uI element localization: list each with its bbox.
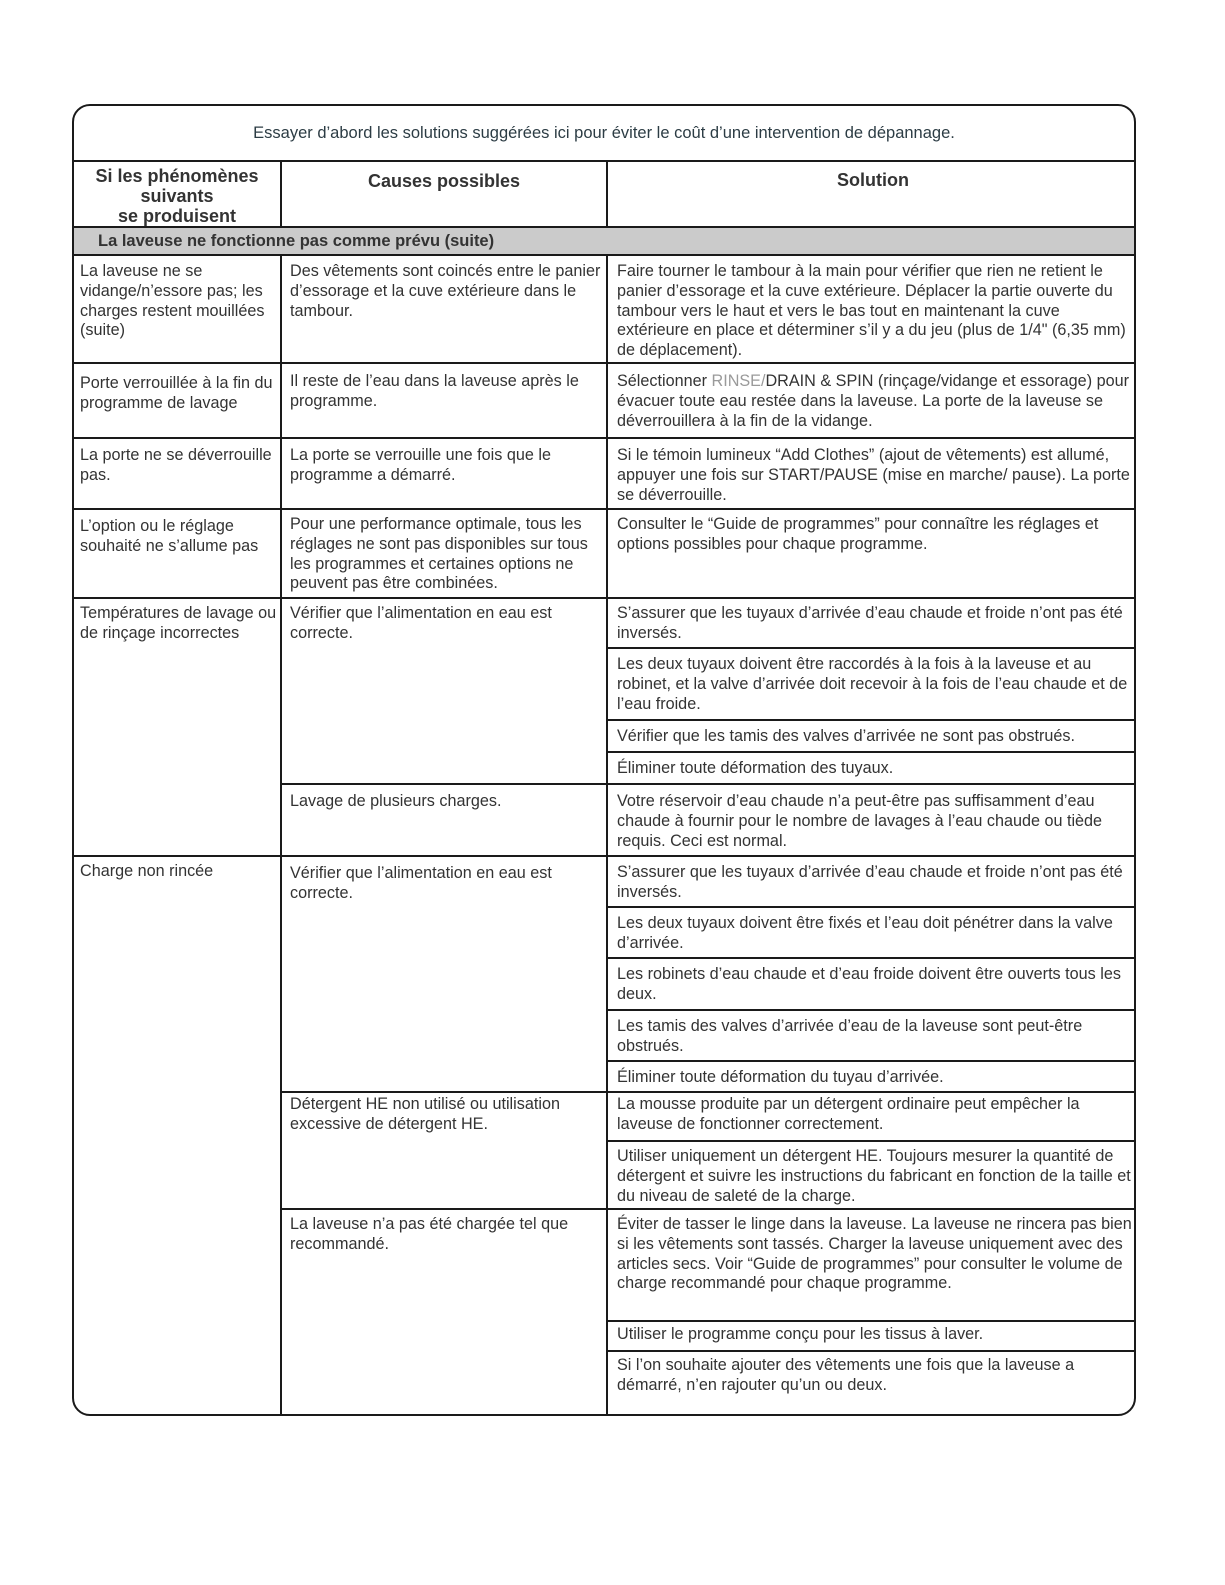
cause-cell: Vérifier que l’alimentation en eau est correcte.: [290, 864, 552, 902]
header-solution: Solution: [837, 170, 909, 190]
problem-cell: La laveuse ne se vidange/n’essore pas; les charges restent mouillées (suite): [80, 262, 265, 340]
row-divider: [606, 1140, 1134, 1142]
solution-cell: Consulter le “Guide de programmes” pour connaître les réglages et options possibles pour chaque programme.: [617, 515, 1099, 553]
cause-cell: Pour une performance optimale, tous les réglages ne sont pas disponibles sur tous les programmes et certaines options ne peuvent pas être combinées.: [290, 515, 588, 593]
problem-cell: Porte verrouillée à la fin du programme de lavage: [80, 374, 273, 412]
row-divider: [74, 437, 1134, 439]
cause-cell: La porte se verrouille une fois que le programme a démarré.: [290, 446, 551, 484]
solution-cell: Sélectionner RINSE/DRAIN & SPIN (rinçage/vidange et essorage) pour évacuer toute eau restée dans la laveuse. La porte de la laveuse se déverrouillera à la fin de la vidange.: [617, 372, 1129, 430]
column-divider: [606, 162, 608, 1414]
solution-cell: La mousse produite par un détergent ordinaire peut empêcher la laveuse de fonctionner correctement.: [617, 1095, 1080, 1133]
solution-cell: Utiliser uniquement un détergent HE. Toujours mesurer la quantité de détergent et suivre les instructions du fabricant en fonction de la taille et du niveau de saleté de la charge.: [617, 1147, 1131, 1205]
row-divider: [606, 719, 1134, 721]
solution-cell: Si l’on souhaite ajouter des vêtements une fois que la laveuse a démarré, n’en rajouter qu’un ou deux.: [617, 1356, 1075, 1394]
row-divider: [606, 1009, 1134, 1011]
row-divider: [606, 751, 1134, 753]
row-divider: [606, 1350, 1134, 1352]
cause-cell: Lavage de plusieurs charges.: [290, 792, 502, 810]
solution-cell: Utiliser le programme conçu pour les tissus à laver.: [617, 1325, 984, 1343]
problem-cell: La porte ne se déverrouille pas.: [80, 446, 272, 484]
row-divider: [606, 906, 1134, 908]
problem-cell: Températures de lavage ou de rinçage incorrectes: [80, 604, 277, 642]
solution-cell: Les tamis des valves d’arrivée d’eau de la laveuse sont peut-être obstrués.: [617, 1017, 1083, 1055]
solution-cell: Les deux tuyaux doivent être raccordés à la fois à la laveuse et au robinet, et la valve d’arrivée doit recevoir à la fois de l’eau chaude et de l’eau froide.: [617, 655, 1128, 713]
cause-cell: La laveuse n’a pas été chargée tel que recommandé.: [290, 1215, 569, 1253]
solution-cell: Éliminer toute déformation du tuyau d’arrivée.: [617, 1068, 944, 1086]
header-problem: Si les phénomènes suivants se produisent: [95, 166, 259, 226]
cause-cell: Détergent HE non utilisé ou utilisation excessive de détergent HE.: [290, 1095, 560, 1133]
row-divider: [280, 1208, 1134, 1210]
problem-cell: L’option ou le réglage souhaité ne s’allume pas: [80, 517, 259, 555]
solution-cell: S’assurer que les tuyaux d’arrivée d’eau chaude et froide n’ont pas été inversés.: [617, 604, 1123, 642]
intro-text: Essayer d’abord les solutions suggérées ici pour éviter le coût d’une intervention de dépannage.: [74, 106, 1134, 162]
row-divider: [74, 855, 1134, 857]
column-divider: [280, 162, 282, 1414]
row-divider: [606, 1320, 1134, 1322]
solution-cell: Votre réservoir d’eau chaude n’a peut-être pas suffisamment d’eau chaude à fournir pour le nombre de lavages à l’eau chaude ou tiède requis. Ceci est normal.: [617, 792, 1103, 850]
row-divider: [74, 362, 1134, 364]
section-title: La laveuse ne fonctionne pas comme prévu (suite): [74, 226, 1134, 256]
solution-cell: Faire tourner le tambour à la main pour vérifier que rien ne retient le panier d’essorage et la cuve extérieure. Déplacer la partie ouverte du tambour vers le haut et vers le bas tout en maintenant la cuve extérieure en place et déterminer s’il y a du jeu (plus de 1/4" (6,35 mm) de déplacement).: [617, 262, 1126, 360]
cause-cell: Des vêtements sont coincés entre le panier d’essorage et la cuve extérieure dans le tambour.: [290, 262, 601, 320]
solution-cell: Éviter de tasser le linge dans la laveuse. La laveuse ne rincera pas bien si les vêtements sont tassés. Charger la laveuse uniquement avec des articles secs. Voir “Guide de programmes” pour consulter le volume de charge recommandé pour chaque programme.: [617, 1215, 1132, 1293]
cause-cell: Vérifier que l’alimentation en eau est correcte.: [290, 604, 552, 642]
row-divider: [606, 647, 1134, 649]
solution-cell: Vérifier que les tamis des valves d’arrivée ne sont pas obstrués.: [617, 727, 1075, 745]
solution-cell: Les robinets d’eau chaude et d’eau froide doivent être ouverts tous les deux.: [617, 965, 1121, 1003]
solution-cell: Éliminer toute déformation des tuyaux.: [617, 759, 894, 777]
row-divider: [74, 597, 1134, 599]
row-divider: [606, 1060, 1134, 1062]
row-divider: [606, 957, 1134, 959]
row-divider: [280, 1091, 1134, 1093]
troubleshooting-table: [72, 104, 1136, 1416]
header-causes: Causes possibles: [367, 171, 521, 191]
problem-cell: Charge non rincée: [80, 862, 214, 880]
cause-cell: Il reste de l’eau dans la laveuse après le programme.: [290, 372, 579, 410]
solution-cell: S’assurer que les tuyaux d’arrivée d’eau chaude et froide n’ont pas été inversés.: [617, 863, 1123, 901]
row-divider: [74, 508, 1134, 510]
solution-cell: Les deux tuyaux doivent être fixés et l’eau doit pénétrer dans la valve d’arrivée.: [617, 914, 1113, 952]
solution-cell: Si le témoin lumineux “Add Clothes” (ajout de vêtements) est allumé, appuyer une fois sur START/PAUSE (mise en marche/ pause). La porte se déverrouille.: [617, 446, 1130, 504]
row-divider: [280, 783, 1134, 785]
